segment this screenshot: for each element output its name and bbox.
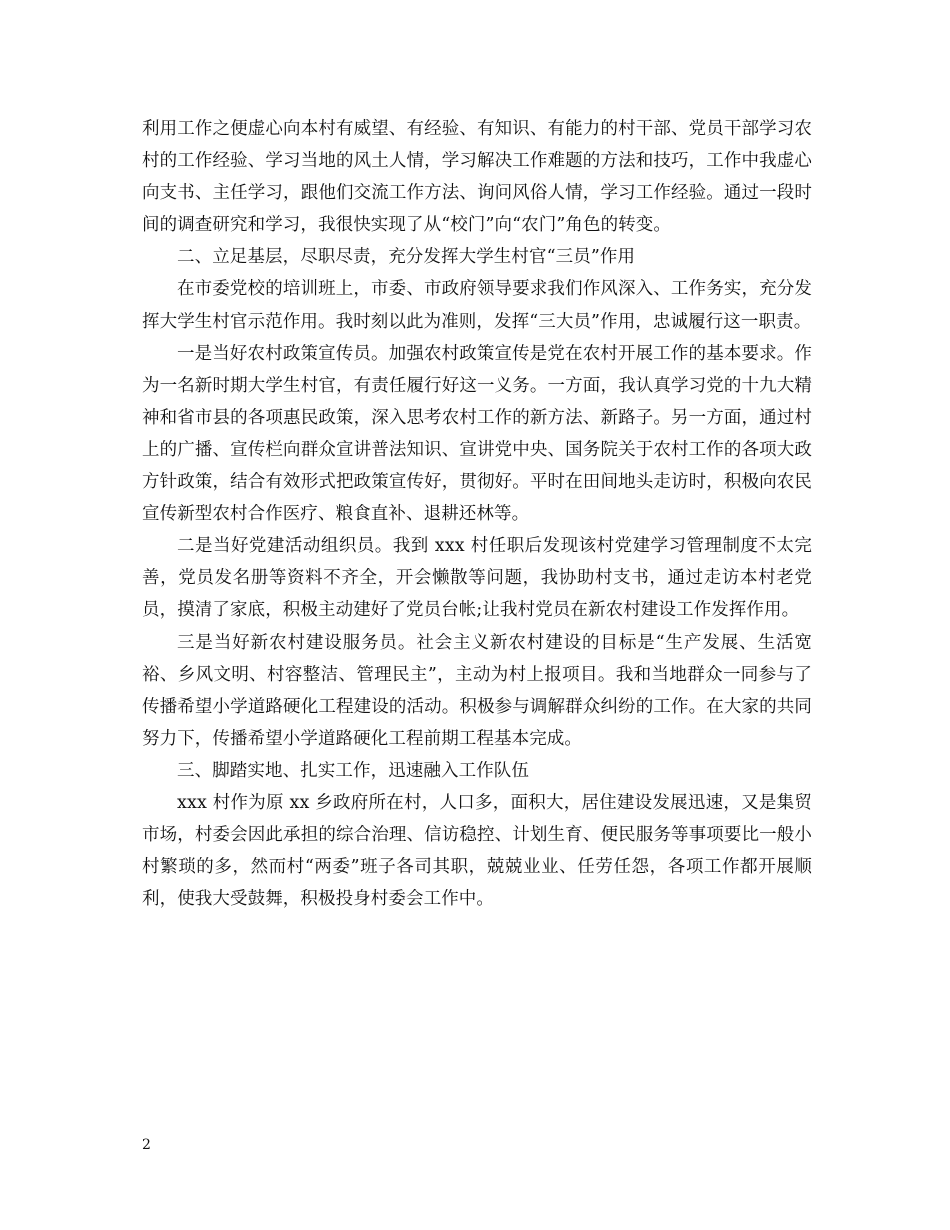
page-number: 2 <box>142 1137 151 1153</box>
paragraph-8: xxx 村作为原 xx 乡政府所在村，人口多，面积大，居住建设发展迅速，又是集贸市场，村委会因此承担的综合治理、信访稳控、计划生育、便民服务等事项要比一般小村繁琐的多，然而村“两委”班子各司其职，兢兢业业、任劳任怨，各项工作都开展顺利，使我大受鼓舞，积极投身村委会工作中。 <box>142 792 812 910</box>
section-heading-2: 二、立足基层，尽职尽责，充分发挥大学生村官“三员”作用 <box>177 247 636 268</box>
paragraph-1: 利用工作之便虚心向本村有威望、有经验、有知识、有能力的村干部、党员干部学习农村的工作经验、学习当地的风土人情，学习解决工作难题的方法和技巧，工作中我虚心向支书、主任学习，跟他们交流工作方法、询问风俗人情，学习工作经验。通过一段时间的调查研究和学习，我很快实现了从“校门”向“农门”角色的转变。 <box>142 119 812 236</box>
document-body <box>142 113 812 915</box>
paragraph-6: 三是当好新农村建设服务员。社会主义新农村建设的目标是“生产发展、生活宽裕、乡风文明、村容整洁、管理民主”，主动为村上报项目。我和当地群众一同参与了传播希望小学道路硬化工程建设的活动。积极参与调解群众纠纷的工作。在大家的共同努力下，传播希望小学道路硬化工程前期工程基本完成。 <box>142 632 812 749</box>
paragraph-4: 一是当好农村政策宣传员。加强农村政策宣传是党在农村开展工作的基本要求。作为一名新时期大学生村官，有责任履行好这一义务。一方面，我认真学习党的十九大精神和省市县的各项惠民政策，深入思考农村工作的新方法、新路子。另一方面，通过村上的广播、宣传栏向群众宣讲普法知识、宣讲党中央、国务院关于农村工作的各项大政方针政策，结合有效形式把政策宣传好，贯彻好。平时在田间地头走访时，积极向农民宣传新型农村合作医疗、粮食直补、退耕还林等。 <box>142 343 812 525</box>
paragraph-5: 二是当好党建活动组织员。我到 xxx 村任职后发现该村党建学习管理制度不太完善，党员发名册等资料不齐全，开会懒散等问题，我协助村支书，通过走访本村老党员，摸清了家底，积极主动建好了党员台帐;让我村党员在新农村建设工作发挥作用。 <box>142 536 812 621</box>
paragraph-3: 在市委党校的培训班上，市委、市政府领导要求我们作风深入、工作务实，充分发挥大学生村官示范作用。我时刻以此为准则，发挥“三大员”作用，忠诚履行这一职责。 <box>142 279 812 332</box>
section-heading-3: 三、脚踏实地、扎实工作，迅速融入工作队伍 <box>177 760 529 781</box>
